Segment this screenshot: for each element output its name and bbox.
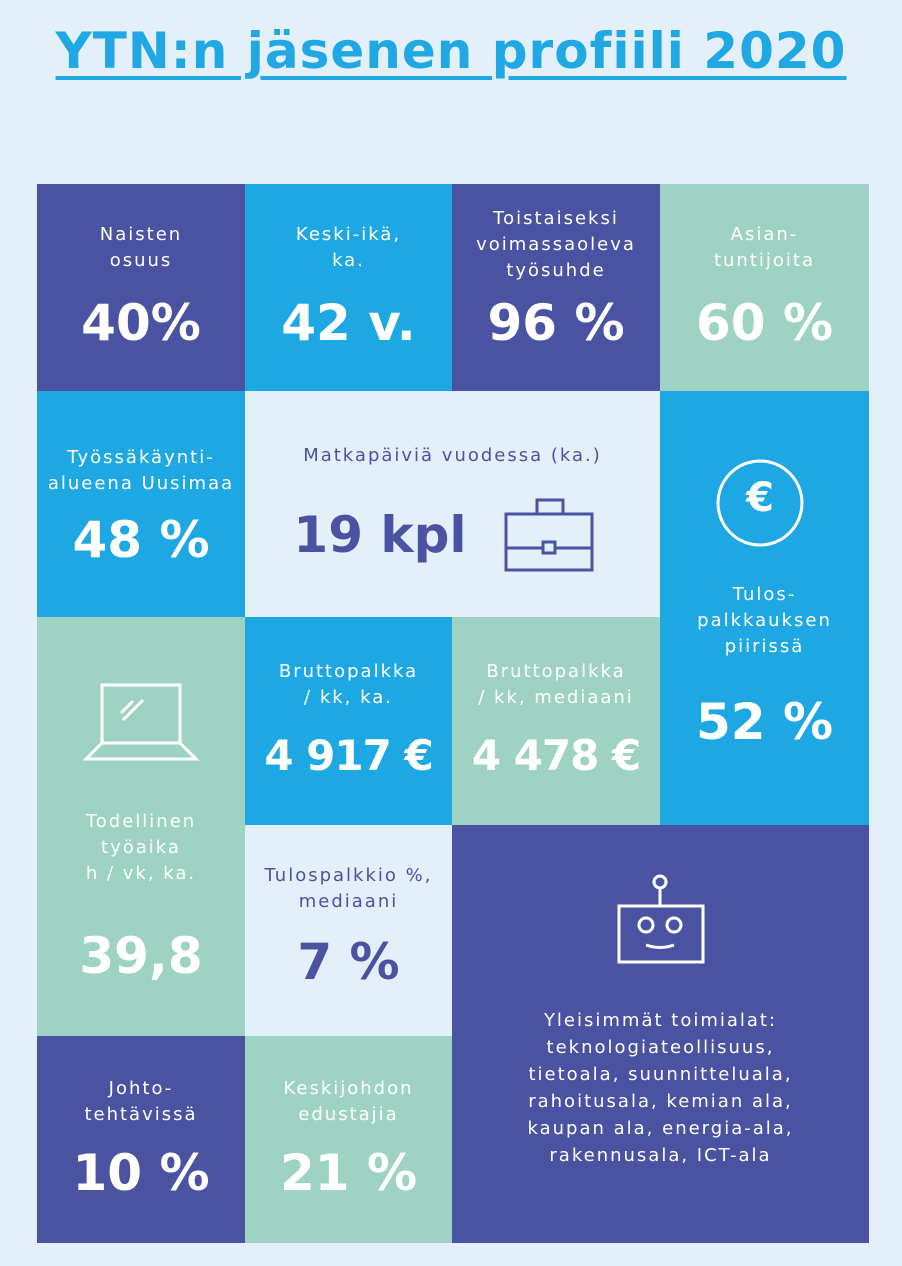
stat-permanent xyxy=(452,184,660,391)
stat-experts xyxy=(660,184,869,391)
stat-management-value: 10 % xyxy=(72,1144,210,1202)
stat-experts-label: Asian- tuntijoita xyxy=(713,224,816,271)
stat-gross-avg-label: Bruttopalkka / kk, ka. xyxy=(278,661,419,708)
stat-industries-label: Yleisimmät toimialat: teknologiateollisuus, tietoala, suunnitteluala, rahoitusala, kemian ala, kaupan ala, energia-ala, rakennusala, ICT-ala xyxy=(527,1010,794,1166)
stat-women-label: Naisten osuus xyxy=(99,224,183,271)
stat-gross-median-value: 4 478 € xyxy=(471,731,641,780)
stat-industries xyxy=(452,825,869,1243)
page-title: YTN:n jäsenen profiili 2020 xyxy=(55,22,847,80)
robot-icon xyxy=(615,873,707,967)
stat-gross-median-label: Bruttopalkka / kk, mediaani xyxy=(478,661,634,708)
stat-work-time xyxy=(37,617,245,1036)
stat-gross-avg-value: 4 917 € xyxy=(264,731,433,780)
stat-experts-value: 60 % xyxy=(695,294,834,352)
stat-gross-median xyxy=(452,617,660,825)
stat-age xyxy=(245,184,452,391)
stat-permanent-value: 96 % xyxy=(487,294,625,352)
stat-work-time-value: 39,8 xyxy=(79,927,203,985)
stat-profit-share-label: Tulos- palkkauksen piirissä xyxy=(697,584,832,657)
stat-travel xyxy=(245,391,660,617)
stat-middle-mgmt xyxy=(245,1036,452,1243)
stat-middle-mgmt-value: 21 % xyxy=(279,1144,418,1202)
stat-bonus xyxy=(245,825,452,1036)
stat-travel-value: 19 kpl xyxy=(293,506,467,564)
stat-middle-mgmt-label: Keskijohdon edustajia xyxy=(283,1078,414,1125)
stat-profit-share-value: 52 % xyxy=(695,693,834,751)
stat-women-value: 40% xyxy=(81,294,201,352)
stat-management-label: Johto- tehtävissä xyxy=(84,1078,198,1125)
stat-age-value: 42 v. xyxy=(281,294,416,352)
stat-permanent-label: Toistaiseksi voimassaoleva työsuhde xyxy=(476,208,636,281)
stat-profit-share xyxy=(660,391,869,825)
stat-uusimaa xyxy=(37,391,245,617)
euro-icon-glyph: € xyxy=(746,475,774,521)
stat-age-label: Keski-ikä, ka. xyxy=(295,224,402,271)
stat-work-time-label: Todellinen työaika h / vk, ka. xyxy=(85,811,197,884)
stat-management xyxy=(37,1036,245,1243)
laptop-icon xyxy=(83,682,201,762)
stat-gross-avg xyxy=(245,617,452,825)
stat-uusimaa-value: 48 % xyxy=(72,511,210,569)
stat-bonus-label: Tulospalkkio %, mediaani xyxy=(264,865,433,912)
stat-uusimaa-label: Työssäkäynti- alueena Uusimaa xyxy=(47,447,235,494)
stat-bonus-value: 7 % xyxy=(297,933,400,991)
briefcase-icon xyxy=(503,496,599,576)
stat-women xyxy=(37,184,245,391)
stat-travel-label: Matkapäiviä vuodessa (ka.) xyxy=(303,445,602,466)
